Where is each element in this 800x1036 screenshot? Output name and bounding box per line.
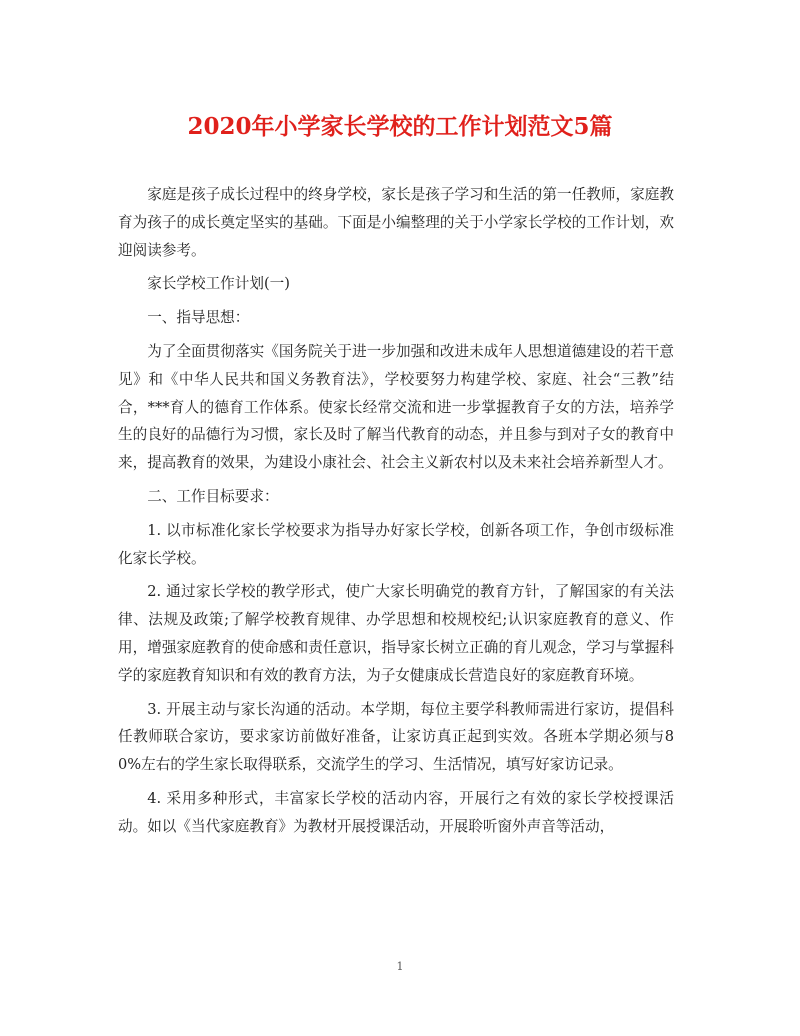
section-heading-work-goals: 二、工作目标要求：	[147, 487, 279, 505]
section-heading-plan-one: 家长学校工作计划(一)	[147, 275, 290, 293]
goal-item-3: 3. 开展主动与家长沟通的活动。本学期，每位主要学科教师需进行家访，提倡科任教师联合家访，要求家访前做好准备，让家访真正起到实效。各班本学期必须与80%左右的学生家长取得联系，交流学生的学习、生活情况，填写好家访记录。	[118, 700, 674, 774]
document-body	[118, 181, 674, 847]
intro-paragraph: 家庭是孩子成长过程中的终身学校，家长是孩子学习和生活的第一任教师，家庭教育为孩子的成长奠定坚实的基础。下面是小编整理的关于小学家长学校的工作计划，欢迎阅读参考。	[118, 186, 674, 259]
goal-item-1: 1. 以市标准化家长学校要求为指导办好家长学校，创新各项工作，争创市级标准化家长学校。	[118, 521, 674, 567]
goal-item-4: 4. 采用多种形式，丰富家长学校的活动内容，开展行之有效的家长学校授课活动。如以《当代家庭教育》为教材开展授课活动，开展聆听窗外声音等活动，	[118, 789, 674, 835]
document-title: 2020年小学家长学校的工作计划范文5篇	[187, 113, 613, 140]
goal-item-2: 2. 通过家长学校的教学形式，使广大家长明确党的教育方针，了解国家的有关法律、法规及政策;了解学校教育规律、办学思想和校规校纪;认识家庭教育的意义、作用，增强家庭教育的使命感和责任意识，指导家长树立正确的育儿观念，学习与掌握科学的家庭教育知识和有效的教育方法，为子女健康成长营造良好的家庭教育环境。	[118, 583, 674, 684]
page-number: 1	[396, 960, 404, 973]
guiding-ideology-paragraph: 为了全面贯彻落实《国务院关于进一步加强和改进未成年人思想道德建设的若干意见》和《中华人民共和国义务教育法》，学校要努力构建学校、家庭、社会“三教”结合，***育人的德育工作体系。使家长经常交流和进一步掌握教育子女的方法，培养学生的良好的品德行为习惯，家长及时了解当代教育的动态，并且参与到对子女的教育中来，提高教育的效果，为建设小康社会、社会主义新农村以及未来社会培养新型人才。	[118, 342, 674, 472]
section-heading-guiding-ideology: 一、指导思想：	[147, 309, 250, 327]
